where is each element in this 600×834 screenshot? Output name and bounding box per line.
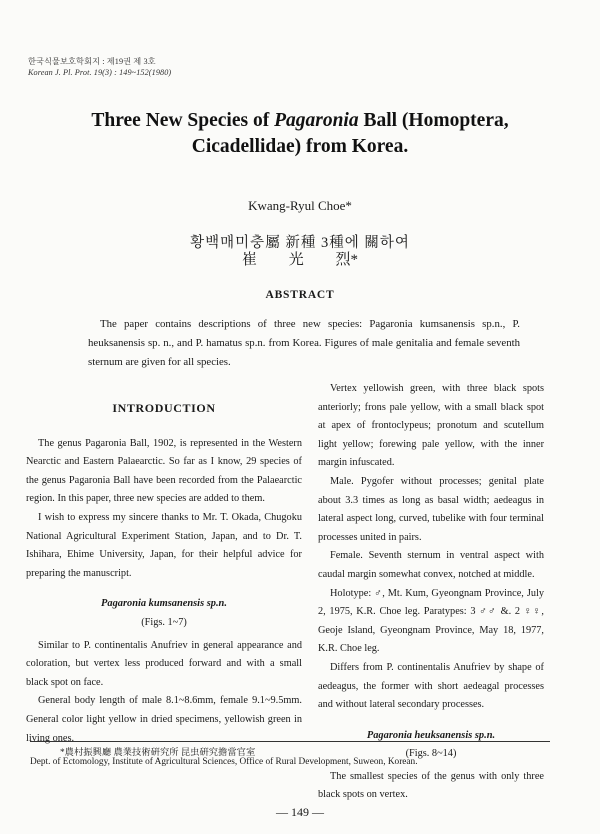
title-part2: Ball (Homoptera,: [358, 110, 509, 131]
footnote-english: Dept. of Ectomology, Institute of Agricultural Sciences, Office of Rural Development, Suweon, Korean.: [30, 757, 418, 767]
footnote-korean: *農村振興廳 農業技術硏究所 昆虫硏究擔當官室: [60, 748, 256, 758]
species-heading-kumsanensis: Pagaronia kumsanensis sp.n.: [101, 598, 227, 610]
kumsanensis-male: Male. Pygofer without processes; genital plate about 3.3 times as long as basal width; aedeagus in lateral aspect long, curved, tubelike with four terminal processes united in pairs.: [318, 475, 544, 543]
kumsanensis-female: Female. Seventh sternum in ventral aspect with caudal margin somewhat convex, notched at middle.: [318, 550, 544, 580]
intro-paragraph-2: I wish to express my sincere thanks to Mr. T. Okada, Chugoku National Agricultural Experiment Station, Japan, and to Dr. T. Ishihara, Ehime University, Japan, for their helpful advice for preparing the manuscript.: [26, 511, 302, 579]
korean-author: 崔 光 烈*: [241, 252, 358, 268]
species-figs-heuksanensis: (Figs. 8~14): [405, 748, 457, 760]
species-heading-heuksanensis: Pagaronia heuksanensis sp.n.: [366, 729, 496, 741]
heuksanensis-paragraph-1: The smallest species of the genus with only three black spots on vertex.: [318, 770, 544, 801]
title-genus: Pagaronia: [274, 110, 359, 131]
kumsanensis-paragraph-2: General body length of male 8.1~8.6mm, female 9.1~9.5mm. General color light yellow in dried specimens, yellowish green in living ones.: [26, 695, 302, 744]
title-part1: Three New Species of: [91, 110, 275, 131]
kumsanensis-differs: Differs from P. continentalis Anufriev by shape of aedeagus, the former with short aedeagal processes and without lateral secondary processes.: [318, 661, 544, 711]
left-column: [26, 388, 302, 748]
abstract-heading: ABSTRACT: [265, 289, 335, 301]
intro-paragraph-1: The genus Pagaronia Ball, 1902, is represented in the Western Nearctic and Eastern Palaearctic. So far as I know, 29 species of the genus Pagaronia Ball have been recorded from the Palaearctic region. In this paper, three new species are added to them.: [26, 437, 302, 505]
journal-citation: [28, 56, 171, 78]
journal-citation-english: Korean J. Pl. Prot. 19(3) : 149~152(1980): [28, 68, 172, 77]
korean-title: 황백매미충屬 新種 3種에 關하여: [190, 235, 410, 251]
footnote-rule: [30, 741, 550, 742]
introduction-heading: INTRODUCTION: [112, 401, 216, 415]
kumsanensis-holotype: Holotype: ♂, Mt. Kum, Gyeongnam Province, July 2, 1975, K.R. Choe leg. Paratypes: 3 ♂♂ &. 2 ♀♀, Geoje Island, Gyeongnam Province, May 18, 1977, K.R. Choe leg.: [318, 587, 544, 655]
kumsanensis-paragraph-1: Similar to P. continentalis Anufriev in general appearance and coloration, but vertex less produced forward and with a small black spot on face.: [26, 639, 302, 688]
author-name: Kwang-Ryul Choe*: [248, 198, 352, 213]
species-figs-kumsanensis: (Figs. 1~7): [141, 616, 187, 628]
abstract-text: The paper contains descriptions of three new species: Pagaronia kumsanensis sp.n., P. heuksanensis sp. n., and P. hamatus sp.n. from Korea. Figures of male genitalia and female seventh sternum are given for all species.: [88, 318, 520, 368]
paper-title: [0, 108, 600, 160]
page-number: — 149 —: [276, 805, 324, 819]
journal-citation-korean: 한국식물보호학회지 : 제19권 제 3호: [28, 57, 156, 66]
paper-title-line1: [0, 108, 600, 134]
paper-title-line2: Cicadellidae) from Korea.: [191, 136, 409, 157]
kumsanensis-paragraph-3: Vertex yellowish green, with three black spots anteriorly; frons pale yellow, with a small black spot at apex of frontoclypeus; pronotum and scutellum light yellow; forewing pale yellow, with the inner margin infuscated.: [318, 383, 544, 469]
